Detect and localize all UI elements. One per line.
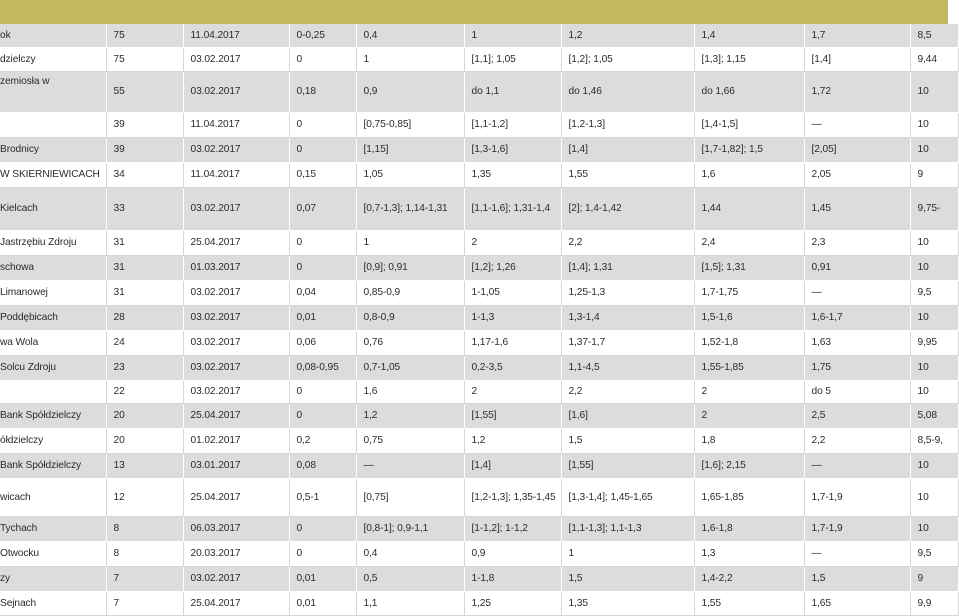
table-cell: 5,08 <box>910 404 958 429</box>
table-cell: 03.02.2017 <box>183 331 289 356</box>
table-row <box>0 48 958 72</box>
table-cell: 13 <box>106 454 183 479</box>
table-cell: [1,6] <box>561 404 694 429</box>
table-cell: 1 <box>356 231 464 256</box>
table-cell: 1,55 <box>561 163 694 188</box>
table-cell: 25.04.2017 <box>183 592 289 616</box>
table-cell: 39 <box>106 113 183 138</box>
table-cell: 1,2 <box>464 429 561 454</box>
table-cell: 10 <box>910 138 958 163</box>
table-cell: 9 <box>910 567 958 592</box>
table-cell: [0,75] <box>356 479 464 517</box>
table-cell: 1,44 <box>694 188 804 231</box>
table-cell: 1,7-1,9 <box>804 517 910 542</box>
table-row <box>0 231 958 256</box>
table-cell: [0,8-1]; 0,9-1,1 <box>356 517 464 542</box>
bank-name-cell: dzielczy <box>0 48 106 72</box>
bank-name-cell: ółdzielczy <box>0 429 106 454</box>
table-cell: 1,72 <box>804 72 910 113</box>
table-cell: 03.02.2017 <box>183 567 289 592</box>
table-cell: 55 <box>106 72 183 113</box>
table-cell: 2,2 <box>561 231 694 256</box>
table-cell: 0,7-1,05 <box>356 356 464 381</box>
table-cell: 1,65 <box>804 592 910 616</box>
table-cell: 1,6-1,8 <box>694 517 804 542</box>
table-cell: 1,65-1,85 <box>694 479 804 517</box>
table-cell: [1,6]; 2,15 <box>694 454 804 479</box>
table-cell: 1,63 <box>804 331 910 356</box>
table-cell: 0 <box>289 542 356 567</box>
table-cell: 0,01 <box>289 592 356 616</box>
table-cell: 20 <box>106 404 183 429</box>
table-cell: 0,01 <box>289 306 356 331</box>
table-row <box>0 517 958 542</box>
table-cell: 31 <box>106 231 183 256</box>
table-cell: 0,4 <box>356 542 464 567</box>
table-cell: 1,6 <box>356 381 464 404</box>
table-cell: 0,75 <box>356 429 464 454</box>
table-cell: [1,1]; 1,05 <box>464 48 561 72</box>
table-cell: 0 <box>289 256 356 281</box>
table-cell: [1,3-1,4]; 1,45-1,65 <box>561 479 694 517</box>
table-cell: 0 <box>289 517 356 542</box>
table-cell: [1,7-1,82]; 1,5 <box>694 138 804 163</box>
table-cell: 1,55 <box>694 592 804 616</box>
table-cell: 1,5-1,6 <box>694 306 804 331</box>
table-cell: 9,9 <box>910 592 958 616</box>
table-cell: 0 <box>289 404 356 429</box>
table-cell: [1,2-1,3] <box>561 113 694 138</box>
bank-name-cell: Sejnach <box>0 592 106 616</box>
table-cell: 1,7 <box>804 24 910 48</box>
table-cell: 10 <box>910 231 958 256</box>
table-cell: [1,2]; 1,26 <box>464 256 561 281</box>
table-cell: 22 <box>106 381 183 404</box>
bank-name-cell: Bank Spółdzielczy <box>0 404 106 429</box>
table-cell: — <box>804 454 910 479</box>
table-row <box>0 163 958 188</box>
table-cell: 9,75- <box>910 188 958 231</box>
table-cell: 0,15 <box>289 163 356 188</box>
table-cell: 0 <box>289 138 356 163</box>
table-cell: 8,5 <box>910 24 958 48</box>
table-cell: 7 <box>106 592 183 616</box>
bank-name-cell: Tychach <box>0 517 106 542</box>
table-cell: [1,1-1,6]; 1,31-1,4 <box>464 188 561 231</box>
table-cell: [1,1-1,2] <box>464 113 561 138</box>
table-cell: 24 <box>106 331 183 356</box>
table-cell: 01.03.2017 <box>183 256 289 281</box>
table-cell: 0,5-1 <box>289 479 356 517</box>
table-cell: 1,1-4,5 <box>561 356 694 381</box>
table-cell: 33 <box>106 188 183 231</box>
table-cell: — <box>356 454 464 479</box>
table-row <box>0 454 958 479</box>
table-cell: 03.02.2017 <box>183 381 289 404</box>
table-row <box>0 256 958 281</box>
table-cell: 10 <box>910 113 958 138</box>
table-cell: 11.04.2017 <box>183 163 289 188</box>
table-cell: 0 <box>289 231 356 256</box>
table-row <box>0 592 958 616</box>
table-cell: 0,4 <box>356 24 464 48</box>
table-cell: 0,08-0,95 <box>289 356 356 381</box>
table-cell: [1,4]; 1,31 <box>561 256 694 281</box>
table-cell: 2 <box>694 381 804 404</box>
table-cell: 1,35 <box>464 163 561 188</box>
table-cell: 0,2-3,5 <box>464 356 561 381</box>
table-cell: 9,5 <box>910 281 958 306</box>
table-cell: 10 <box>910 381 958 404</box>
bank-name-cell: ok <box>0 24 106 48</box>
table-cell: 1,2 <box>561 24 694 48</box>
table-cell: 25.04.2017 <box>183 479 289 517</box>
table-cell: 1,55-1,85 <box>694 356 804 381</box>
table-cell: 20.03.2017 <box>183 542 289 567</box>
table-row <box>0 567 958 592</box>
table-cell: 1 <box>356 48 464 72</box>
bank-name-cell <box>0 381 106 404</box>
bank-name-cell: Brodnicy <box>0 138 106 163</box>
table-cell: 1,4 <box>694 24 804 48</box>
table-cell: 9 <box>910 163 958 188</box>
table-cell: 0 <box>289 48 356 72</box>
table-cell: 1,2 <box>356 404 464 429</box>
table-cell: 9,44 <box>910 48 958 72</box>
table-cell: 03.02.2017 <box>183 188 289 231</box>
table-cell: 8 <box>106 542 183 567</box>
table-cell: 0,9 <box>356 72 464 113</box>
table-cell: [0,7-1,3]; 1,14-1,31 <box>356 188 464 231</box>
table-cell: 1-1,05 <box>464 281 561 306</box>
table-cell: 1,52-1,8 <box>694 331 804 356</box>
table-cell: 03.02.2017 <box>183 356 289 381</box>
table-cell: 1,3-1,4 <box>561 306 694 331</box>
table-cell: 1,5 <box>561 429 694 454</box>
table-cell: 0,8-0,9 <box>356 306 464 331</box>
table-cell: [1,3-1,6] <box>464 138 561 163</box>
table-cell: 0 <box>289 381 356 404</box>
table-cell: 0,06 <box>289 331 356 356</box>
table-cell: 2,2 <box>804 429 910 454</box>
table-cell: 1,25-1,3 <box>561 281 694 306</box>
bank-name-cell: zy <box>0 567 106 592</box>
table-cell: do 1,46 <box>561 72 694 113</box>
table-row <box>0 429 958 454</box>
table-cell: 10 <box>910 454 958 479</box>
table-cell: 03.02.2017 <box>183 72 289 113</box>
table-cell: [1,55] <box>464 404 561 429</box>
bank-name-cell: Poddębicach <box>0 306 106 331</box>
table-cell: 0,5 <box>356 567 464 592</box>
table-cell: 1 <box>561 542 694 567</box>
table-cell: 2,5 <box>804 404 910 429</box>
table-cell: [1,4] <box>464 454 561 479</box>
table-cell: 75 <box>106 24 183 48</box>
table-cell: 2 <box>464 231 561 256</box>
table-cell: 03.01.2017 <box>183 454 289 479</box>
table-cell: 0,07 <box>289 188 356 231</box>
table-cell: 34 <box>106 163 183 188</box>
table-cell: 0,85-0,9 <box>356 281 464 306</box>
table-cell: 0,2 <box>289 429 356 454</box>
table-cell: [1,4] <box>804 48 910 72</box>
table-row <box>0 331 958 356</box>
table-cell: 23 <box>106 356 183 381</box>
table-cell: 10 <box>910 517 958 542</box>
table-cell: 0 <box>289 113 356 138</box>
table-cell: 8,5-9, <box>910 429 958 454</box>
bank-name-cell: wa Wola <box>0 331 106 356</box>
table-cell: 10 <box>910 256 958 281</box>
table-row <box>0 542 958 567</box>
table-cell: 0,9 <box>464 542 561 567</box>
bank-name-cell: Otwocku <box>0 542 106 567</box>
table-cell: [2]; 1,4-1,42 <box>561 188 694 231</box>
table-cell: 1,7-1,75 <box>694 281 804 306</box>
table-cell: 1 <box>464 24 561 48</box>
table-cell: 7 <box>106 567 183 592</box>
table-cell: 25.04.2017 <box>183 231 289 256</box>
table-cell: 1,5 <box>561 567 694 592</box>
table-cell: [0,75-0,85] <box>356 113 464 138</box>
table-cell: 1,35 <box>561 592 694 616</box>
table-cell: 2,4 <box>694 231 804 256</box>
table-cell: [1-1,2]; 1-1,2 <box>464 517 561 542</box>
table-cell: do 1,66 <box>694 72 804 113</box>
bank-name-cell: zemiosła w <box>0 72 106 113</box>
bank-name-cell: W SKIERNIEWICACH <box>0 163 106 188</box>
table-row <box>0 404 958 429</box>
table-row <box>0 72 958 113</box>
table-cell: 0,91 <box>804 256 910 281</box>
table-cell: 2 <box>694 404 804 429</box>
table-cell: [1,5]; 1,31 <box>694 256 804 281</box>
bank-name-cell: wicach <box>0 479 106 517</box>
table-cell: 11.04.2017 <box>183 24 289 48</box>
table-cell: 0,08 <box>289 454 356 479</box>
bank-name-cell: schowa <box>0 256 106 281</box>
table-cell: [1,2-1,3]; 1,35-1,45 <box>464 479 561 517</box>
table-cell: 10 <box>910 306 958 331</box>
table-cell: 06.03.2017 <box>183 517 289 542</box>
table-row <box>0 479 958 517</box>
table-cell: 1,5 <box>804 567 910 592</box>
table-cell: 1,6-1,7 <box>804 306 910 331</box>
table-cell: 10 <box>910 356 958 381</box>
bank-name-cell: Limanowej <box>0 281 106 306</box>
table-row <box>0 356 958 381</box>
table-cell: 28 <box>106 306 183 331</box>
table-cell: 75 <box>106 48 183 72</box>
table-cell: 0-0,25 <box>289 24 356 48</box>
bank-name-cell: Kielcach <box>0 188 106 231</box>
table-cell: — <box>804 113 910 138</box>
table-cell: [1,55] <box>561 454 694 479</box>
table-cell: [2,05] <box>804 138 910 163</box>
table-cell: 1,3 <box>694 542 804 567</box>
table-cell: — <box>804 542 910 567</box>
bank-name-cell: Solcu Zdroju <box>0 356 106 381</box>
table-row <box>0 188 958 231</box>
table-row <box>0 381 958 404</box>
table-cell: 1-1,8 <box>464 567 561 592</box>
table-cell: 0,76 <box>356 331 464 356</box>
table-cell: 1,17-1,6 <box>464 331 561 356</box>
table-cell: 1,4-2,2 <box>694 567 804 592</box>
table-cell: do 1,1 <box>464 72 561 113</box>
table-cell: 39 <box>106 138 183 163</box>
table-cell: 0,18 <box>289 72 356 113</box>
bank-name-cell <box>0 113 106 138</box>
table-cell: 20 <box>106 429 183 454</box>
table-cell: 9,5 <box>910 542 958 567</box>
table-cell: 1,75 <box>804 356 910 381</box>
table-cell: 10 <box>910 479 958 517</box>
table-cell: 1,05 <box>356 163 464 188</box>
table-cell: 11.04.2017 <box>183 113 289 138</box>
table-cell: 1,1 <box>356 592 464 616</box>
table-cell: [1,3]; 1,15 <box>694 48 804 72</box>
table-header-band <box>0 0 948 24</box>
table-cell: 2,05 <box>804 163 910 188</box>
table-cell: — <box>804 281 910 306</box>
table-cell: 03.02.2017 <box>183 48 289 72</box>
table-cell: [0,9]; 0,91 <box>356 256 464 281</box>
table-cell: do 5 <box>804 381 910 404</box>
table-cell: [1,15] <box>356 138 464 163</box>
table-row <box>0 113 958 138</box>
table-cell: 31 <box>106 281 183 306</box>
table-cell: 0,04 <box>289 281 356 306</box>
table-cell: 03.02.2017 <box>183 281 289 306</box>
table-cell: 10 <box>910 72 958 113</box>
table-cell: 03.02.2017 <box>183 306 289 331</box>
table-body <box>0 24 958 616</box>
table-cell: 1,45 <box>804 188 910 231</box>
table-cell: 2,3 <box>804 231 910 256</box>
table-cell: 0,01 <box>289 567 356 592</box>
table-cell: [1,1-1,3]; 1,1-1,3 <box>561 517 694 542</box>
table-cell: 1,37-1,7 <box>561 331 694 356</box>
table-cell: 9,95 <box>910 331 958 356</box>
table-cell: 03.02.2017 <box>183 138 289 163</box>
table-cell: 1,7-1,9 <box>804 479 910 517</box>
table-cell: [1,4-1,5] <box>694 113 804 138</box>
table-cell: 2 <box>464 381 561 404</box>
table-cell: 12 <box>106 479 183 517</box>
bank-name-cell: Bank Spółdzielczy <box>0 454 106 479</box>
table-cell: 01.02.2017 <box>183 429 289 454</box>
table-cell: 1,8 <box>694 429 804 454</box>
table-cell: 2,2 <box>561 381 694 404</box>
table-cell: [1,4] <box>561 138 694 163</box>
table-cell: 1,25 <box>464 592 561 616</box>
table-row <box>0 138 958 163</box>
table-row <box>0 306 958 331</box>
table-cell: 8 <box>106 517 183 542</box>
table-cell: [1,2]; 1,05 <box>561 48 694 72</box>
interest-rates-table <box>0 24 959 616</box>
bank-name-cell: Jastrzębiu Zdroju <box>0 231 106 256</box>
table-cell: 1-1,3 <box>464 306 561 331</box>
table-row <box>0 24 958 48</box>
table-row <box>0 281 958 306</box>
table-cell: 25.04.2017 <box>183 404 289 429</box>
table-cell: 1,6 <box>694 163 804 188</box>
table-cell: 31 <box>106 256 183 281</box>
